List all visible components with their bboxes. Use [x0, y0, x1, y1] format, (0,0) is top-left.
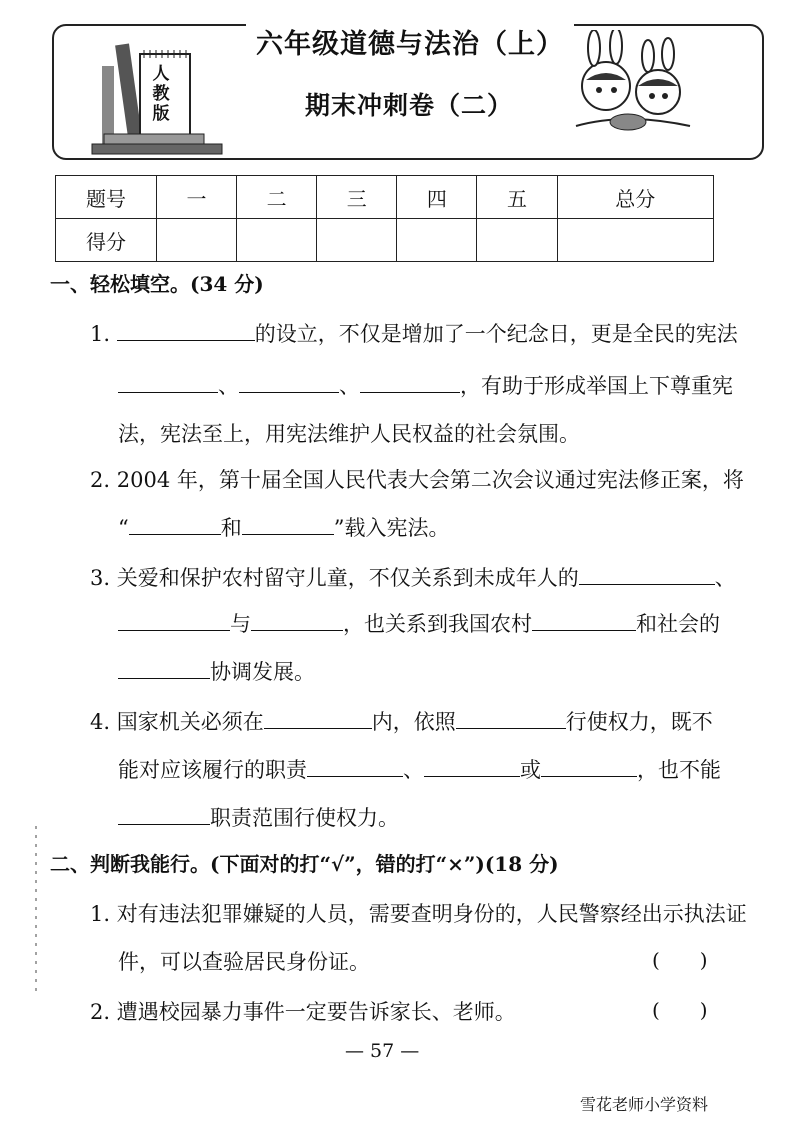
question-text: 国家机关必须在: [116, 710, 264, 734]
score-cell[interactable]: [157, 219, 237, 262]
answer-blank[interactable]: [118, 660, 210, 679]
s2-q2-line1: [90, 996, 516, 1026]
separator: 、: [339, 374, 360, 398]
score-cell[interactable]: [317, 219, 397, 262]
answer-blank[interactable]: [117, 322, 255, 341]
separator: 、: [403, 758, 424, 782]
question-text: 和社会的: [636, 612, 720, 636]
question-text: 遭遇校园暴力事件一定要告诉家长、老师。: [116, 1000, 516, 1024]
q4-line2: [118, 754, 721, 784]
question-text: 关爱和保护农村留守儿童，不仅关系到未成年人的: [116, 566, 579, 590]
book-label: 人教版: [152, 64, 170, 124]
answer-blank[interactable]: [424, 758, 520, 777]
question-text: 或: [520, 758, 541, 782]
q3-line2: [118, 608, 720, 638]
answer-blank[interactable]: [456, 710, 566, 729]
answer-blank[interactable]: [239, 374, 339, 393]
score-cell[interactable]: [557, 219, 713, 262]
question-text: ，也关系到我国农村: [343, 612, 532, 636]
question-text: 行使权力，既不: [565, 710, 713, 734]
binding-margin-marks: [32, 826, 40, 996]
answer-blank[interactable]: [118, 806, 210, 825]
answer-blank[interactable]: [307, 758, 403, 777]
score-table: [55, 175, 714, 262]
answer-parentheses[interactable]: ( ): [652, 948, 708, 972]
q4-line3: [118, 802, 399, 832]
table-cell: 二: [237, 176, 317, 219]
question-number: 2.: [90, 1000, 111, 1024]
answer-blank[interactable]: [541, 758, 637, 777]
question-text: 2004 年，第十届全国人民代表大会第二次会议通过宪法修正案，将: [116, 468, 744, 492]
s2-q1-line1: [90, 898, 747, 928]
answer-blank[interactable]: [118, 612, 230, 631]
q3-line3: [118, 656, 315, 686]
question-text: 与: [230, 612, 251, 636]
table-cell: 题号: [56, 176, 157, 219]
question-text: 协调发展。: [210, 660, 315, 684]
question-text: 法，宪法至上，用宪法维护人民权益的社会氛围。: [118, 422, 580, 446]
section2-title: 二、判断我能行。(下面对的打“√”，错的打“×”)(18 分): [50, 852, 559, 876]
question-text: ”载入宪法。: [333, 516, 450, 540]
question-text: 职责范围行使权力。: [210, 806, 399, 830]
question-text: 能对应该履行的职责: [118, 758, 307, 782]
answer-blank[interactable]: [251, 612, 343, 631]
q1-line2: [118, 370, 733, 400]
q3-line1: [90, 562, 736, 592]
answer-parentheses[interactable]: ( ): [652, 998, 708, 1022]
quote-open: “: [118, 516, 129, 540]
question-number: 4.: [90, 710, 111, 734]
score-table-header-row: [56, 176, 714, 219]
q2-line1: [90, 464, 744, 494]
table-cell: 一: [157, 176, 237, 219]
q1-line3: [118, 418, 580, 448]
score-table-score-row: [56, 219, 714, 262]
answer-blank[interactable]: [118, 374, 218, 393]
table-cell: 总分: [557, 176, 713, 219]
separator: 、: [218, 374, 239, 398]
answer-blank[interactable]: [532, 612, 636, 631]
question-number: 1.: [90, 322, 111, 346]
answer-blank[interactable]: [579, 566, 715, 585]
question-text: 和: [220, 516, 242, 540]
question-number: 2.: [90, 468, 111, 492]
answer-blank[interactable]: [242, 516, 334, 535]
answer-blank[interactable]: [129, 516, 221, 535]
score-cell[interactable]: [397, 219, 477, 262]
answer-blank[interactable]: [264, 710, 372, 729]
q1-line1: [90, 318, 738, 348]
table-cell: 得分: [56, 219, 157, 262]
q2-line2: [118, 512, 450, 542]
question-number: 1.: [90, 902, 111, 926]
page-number: — 57 —: [345, 1040, 420, 1062]
q4-line1: [90, 706, 713, 736]
s2-q1-line2: [118, 946, 370, 976]
score-cell[interactable]: [477, 219, 557, 262]
separator: 、: [714, 566, 736, 590]
page-title: 六年级道德与法治（上）: [246, 22, 574, 61]
question-text: 的设立，不仅是增加了一个纪念日，更是全民的宪法: [254, 322, 738, 346]
score-cell[interactable]: [237, 219, 317, 262]
question-text: 内，依照: [371, 710, 456, 734]
page-subtitle: 期末冲刺卷（二）: [305, 91, 514, 120]
table-cell: 四: [397, 176, 477, 219]
question-text: ，有助于形成举国上下尊重宪: [460, 374, 733, 398]
question-text: 件，可以查验居民身份证。: [118, 950, 370, 974]
footer-credit: 雪花老师小学资料: [580, 1095, 709, 1114]
table-cell: 三: [317, 176, 397, 219]
question-text: 对有违法犯罪嫌疑的人员，需要查明身份的，人民警察经出示执法证: [116, 902, 747, 926]
table-cell: 五: [477, 176, 557, 219]
answer-blank[interactable]: [360, 374, 460, 393]
question-text: ，也不能: [637, 758, 721, 782]
kids-illustration: [566, 30, 700, 136]
question-number: 3.: [90, 566, 111, 590]
section1-title: 一、轻松填空。(34 分): [50, 272, 264, 296]
